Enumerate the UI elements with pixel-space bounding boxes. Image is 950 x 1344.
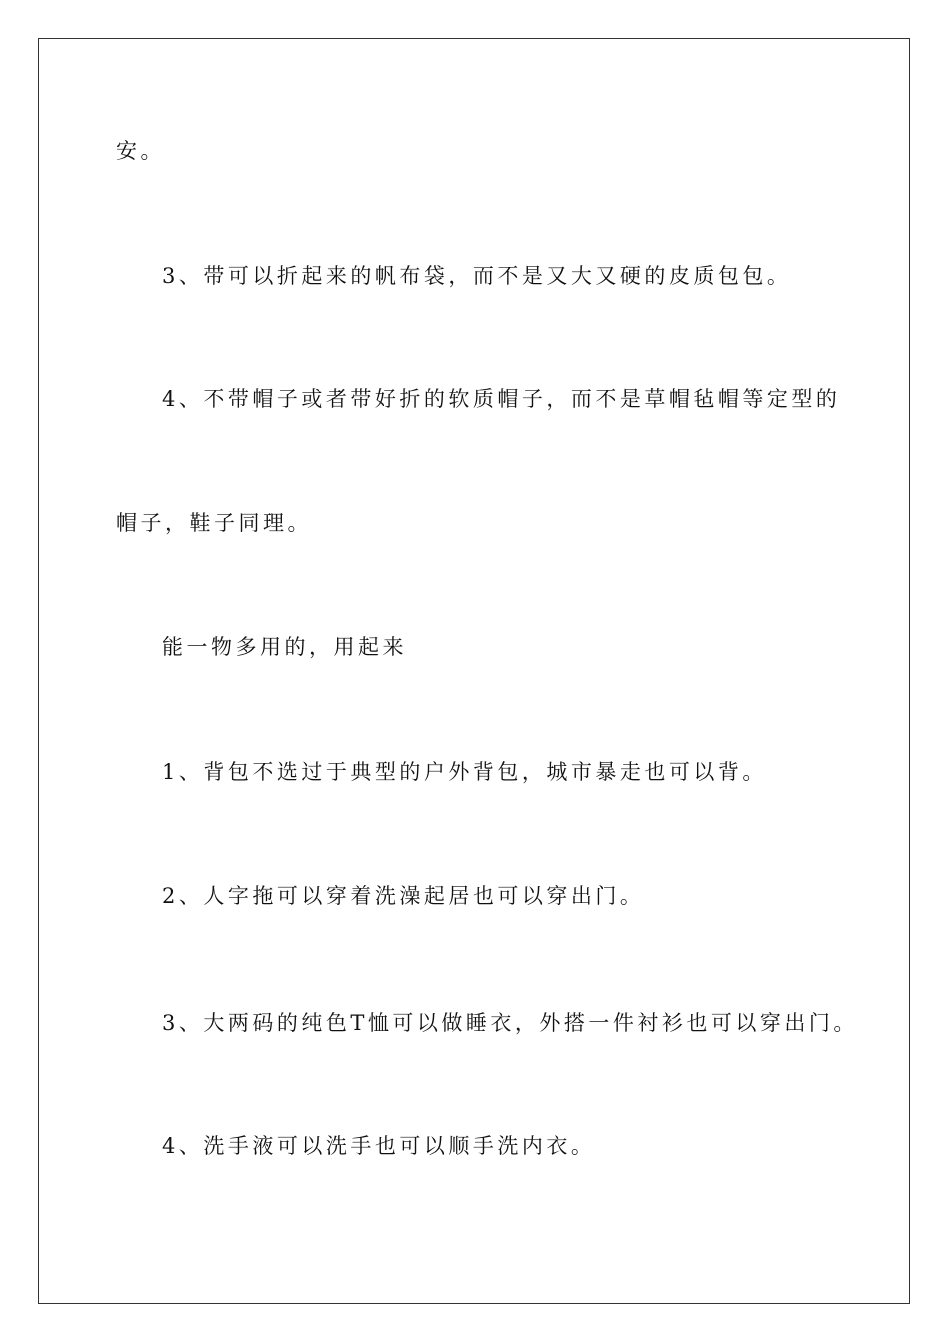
text-line-multi-use-item-4: 4、洗手液可以洗手也可以顺手洗内衣。 <box>162 1134 596 1158</box>
text-line-multi-use-item-1: 1、背包不选过于典型的户外背包，城市暴走也可以背。 <box>162 760 767 784</box>
section-heading-multi-use: 能一物多用的，用起来 <box>162 635 407 659</box>
text-line-continuation: 安。 <box>116 139 165 163</box>
text-line-item-4-hat: 4、不带帽子或者带好折的软质帽子，而不是草帽毡帽等定型的 <box>162 387 841 411</box>
text-line-multi-use-item-3: 3、大两码的纯色T恤可以做睡衣，外搭一件衬衫也可以穿出门。 <box>162 1011 858 1035</box>
text-line-item-4-hat-continued: 帽子，鞋子同理。 <box>116 511 312 535</box>
text-line-multi-use-item-2: 2、人字拖可以穿着洗澡起居也可以穿出门。 <box>162 884 645 908</box>
page-border <box>38 38 910 1304</box>
text-line-item-3-canvas-bag: 3、带可以折起来的帆布袋，而不是又大又硬的皮质包包。 <box>162 264 792 288</box>
